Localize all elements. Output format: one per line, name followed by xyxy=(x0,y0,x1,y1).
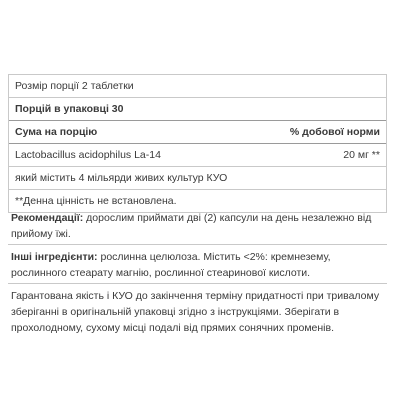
footnote: **Денна цінність не встановлена. xyxy=(15,195,177,207)
ingredient-name: Lactobacillus acidophilus La-14 xyxy=(15,149,161,161)
amount-per-serving-label: Сума на порцію xyxy=(15,126,98,138)
divider xyxy=(8,283,387,284)
supplement-facts-panel xyxy=(8,74,387,213)
amount-per-serving-header xyxy=(9,121,386,144)
ingredient-amount: 20 мг ** xyxy=(343,149,380,161)
servings-per-container: Порцій в упаковці 30 xyxy=(9,98,386,121)
daily-value-header: % добової норми xyxy=(289,126,380,138)
recommendations-label: Рекомендації: xyxy=(11,212,84,224)
recommendations-text: дорослим приймати дві (2) капсули на день незалежно від прийому їжі. xyxy=(11,212,372,240)
recommendations xyxy=(11,210,386,242)
other-ingredients-text: рослинна целюлоза. Містить <2%: кремнезему, рослинного стеарату магнію, рослинної стеаринової кислоти. xyxy=(11,251,331,279)
ingredient-note: який містить 4 мільярди живих культур КУО xyxy=(9,167,386,190)
ingredient-row xyxy=(9,144,386,167)
other-ingredients-label: Інші інгредієнти: xyxy=(11,251,98,263)
guarantee-text: Гарантована якість і КУО до закінчення терміну придатності при тривалому зберіганні в оригінальній упаковці згідно з інструкціями. Зберігати в прохолодному, сухому місці подалі від прямих сонячних променів. xyxy=(11,290,380,334)
other-ingredients xyxy=(11,249,386,281)
serving-size: Розмір порції 2 таблетки xyxy=(9,75,386,98)
divider xyxy=(8,244,387,245)
